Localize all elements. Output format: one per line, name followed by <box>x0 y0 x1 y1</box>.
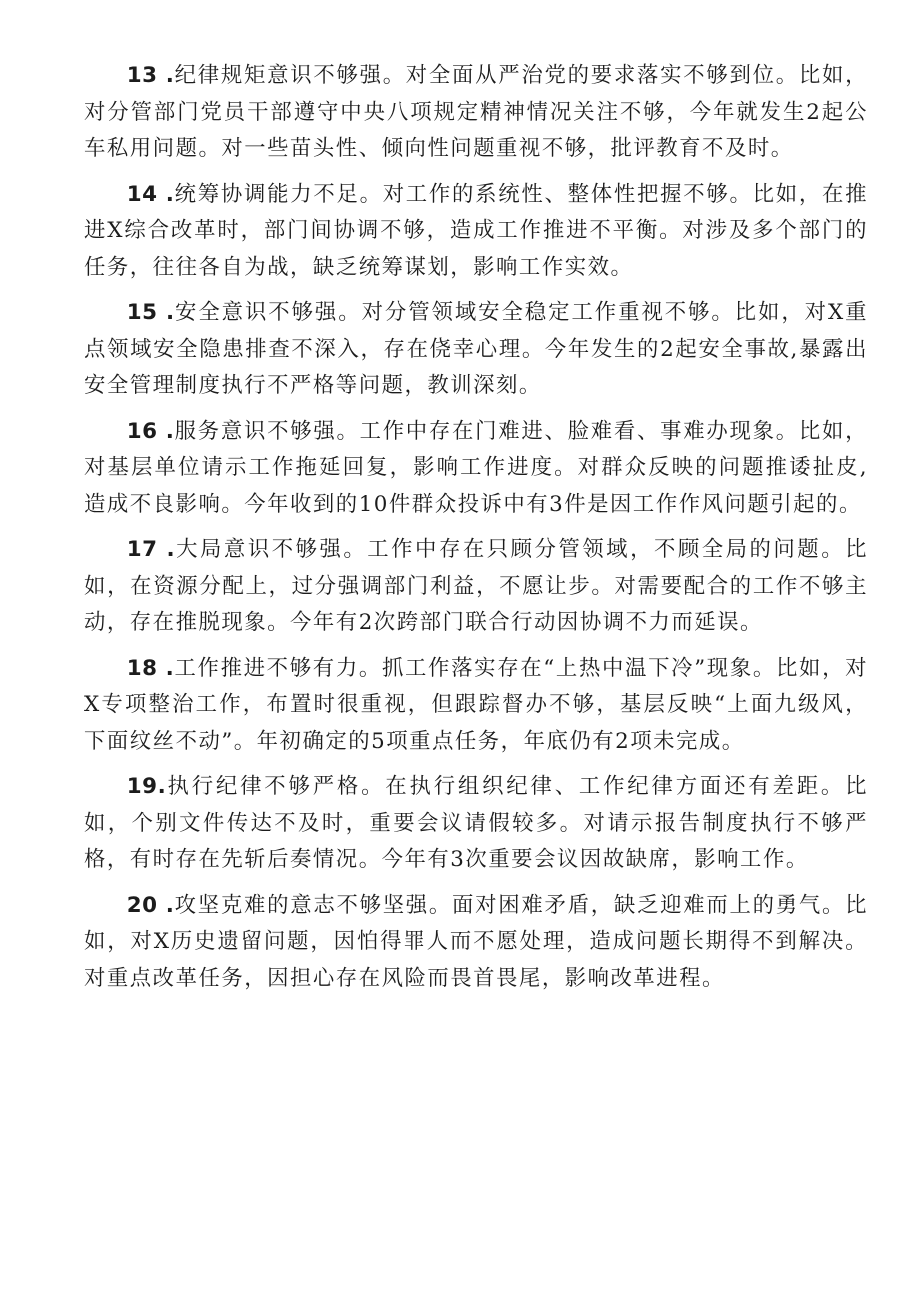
paragraph-text: 纪律规矩意识不够强。对全面从严治党的要求落实不够到位。比如，对分管部门党员干部遵守中央八项规定精神情况关注不够，今年就发生2起公车私用问题。对一些苗头性、倾向性问题重视不够，批评教育不及时。 <box>84 63 868 161</box>
paragraph-item-20 <box>84 888 868 998</box>
paragraph-number: 19. <box>126 774 167 799</box>
paragraph-item-17 <box>84 532 868 642</box>
paragraph-item-15 <box>84 295 868 405</box>
paragraph-text: 统筹协调能力不足。对工作的系统性、整体性把握不够。比如，在推进X综合改革时，部门间协调不够，造成工作推进不平衡。对涉及多个部门的任务，往往各自为战，缺乏统筹谋划，影响工作实效。 <box>84 181 868 280</box>
paragraph-item-13 <box>84 58 868 168</box>
paragraph-item-16 <box>84 414 868 524</box>
paragraph-number: 16 . <box>126 418 175 444</box>
paragraph-number: 17 . <box>126 537 176 562</box>
paragraph-text: 执行纪律不够严格。在执行组织纪律、工作纪律方面还有差距。比如，个别文件传达不及时，重要会议请假较多。对请示报告制度执行不够严格，有时存在先斩后奏情况。今年有3次重要会议因故缺席，影响工作。 <box>84 774 868 872</box>
paragraph-item-18 <box>84 651 868 761</box>
document-body <box>84 58 868 1006</box>
paragraph-number: 20 . <box>126 892 175 918</box>
paragraph-item-19 <box>84 769 868 879</box>
paragraph-text: 攻坚克难的意志不够坚强。面对困难矛盾，缺乏迎难而上的勇气。比如，对X历史遗留问题，因怕得罪人而不愿处理，造成问题长期得不到解决。对重点改革任务，因担心存在风险而畏首畏尾，影响改革进程。 <box>84 892 868 991</box>
paragraph-text: 大局意识不够强。工作中存在只顾分管领域，不顾全局的问题。比如，在资源分配上，过分强调部门利益，不愿让步。对需要配合的工作不够主动，存在推脱现象。今年有2次跨部门联合行动因协调不力而延误。 <box>84 537 868 635</box>
paragraph-number: 13 . <box>126 63 175 88</box>
paragraph-number: 14 . <box>126 181 175 207</box>
paragraph-number: 18 . <box>126 655 175 681</box>
paragraph-text: 工作推进不够有力。抓工作落实存在“上热中温下冷”现象。比如，对X专项整治工作，布置时很重视，但跟踪督办不够，基层反映“上面九级风，下面纹丝不动”。年初确定的5项重点任务，年底仍有2项未完成。 <box>84 655 869 754</box>
paragraph-number: 15 . <box>126 300 175 325</box>
paragraph-text: 服务意识不够强。工作中存在门难进、脸难看、事难办现象。比如，对基层单位请示工作拖延回复，影响工作进度。对群众反映的问题推诿扯皮,造成不良影响。今年收到的10件群众投诉中有3件是因工作作风问题引起的。 <box>84 418 868 517</box>
paragraph-item-14 <box>84 177 868 287</box>
paragraph-text: 安全意识不够强。对分管领域安全稳定工作重视不够。比如，对X重点领域安全隐患排查不深入，存在侥幸心理。今年发生的2起安全事故,暴露出安全管理制度执行不严格等问题，教训深刻。 <box>84 300 869 398</box>
